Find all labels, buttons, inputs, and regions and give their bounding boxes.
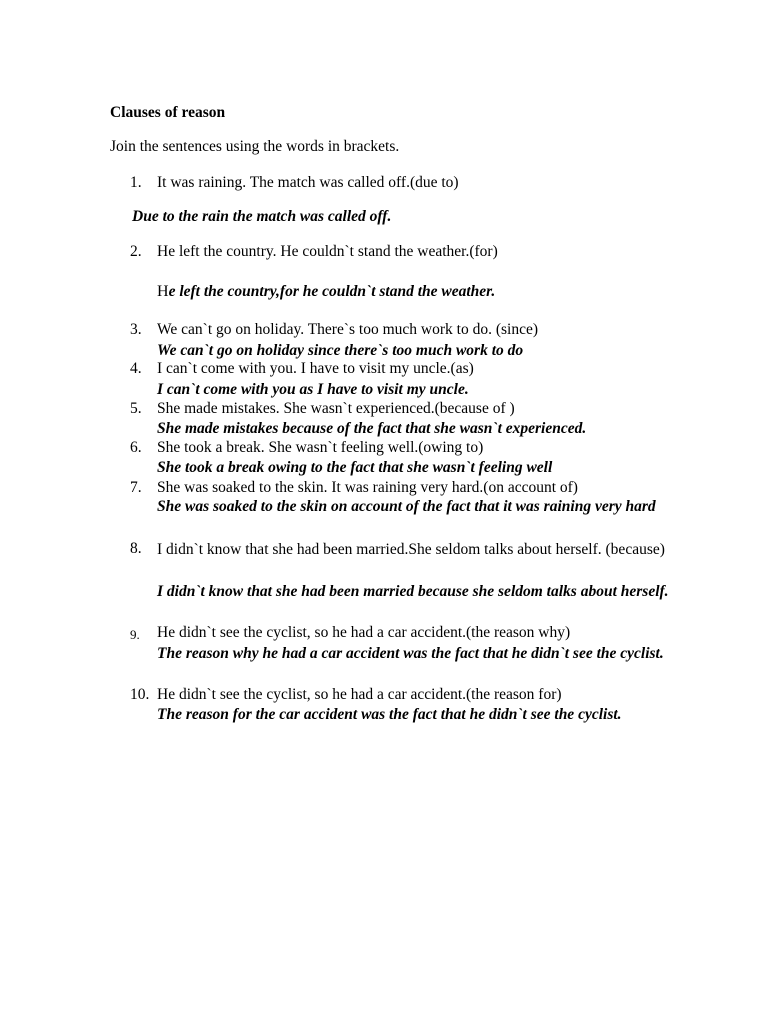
answer-text: The reason why he had a car accident was the fact that he didn`t see the cyclist. — [157, 645, 664, 662]
answer-text: She took a break owing to the fact that she wasn`t feeling well — [157, 459, 553, 476]
question-text: She was soaked to the skin. It was raining very hard.(on account of) — [157, 479, 578, 496]
answer-text: He left the country,for he couldn`t stand the weather. — [157, 283, 496, 300]
instruction-text: Join the sentences using the words in brackets. — [110, 138, 400, 155]
item-number: 1. — [130, 174, 142, 191]
question-text: I can`t come with you. I have to visit my uncle.(as) — [157, 360, 474, 377]
question-text: He didn`t see the cyclist, so he had a car accident.(the reason why) — [157, 624, 571, 641]
question-text: I didn`t know that she had been married.She seldom talks about herself. (because) — [157, 541, 665, 558]
item-number: 8. — [130, 540, 142, 557]
document-title: Clauses of reason — [110, 104, 226, 121]
answer-text: The reason for the car accident was the fact that he didn`t see the cyclist. — [157, 706, 622, 723]
item-number: 5. — [130, 400, 142, 417]
question-text: It was raining. The match was called off.(due to) — [157, 174, 459, 191]
item-number: 2. — [130, 243, 142, 260]
answer-text: She made mistakes because of the fact that she wasn`t experienced. — [157, 420, 587, 437]
item-number: 3. — [130, 321, 142, 338]
answer-text: I can`t come with you as I have to visit my uncle. — [157, 381, 469, 398]
item-number: 9. — [130, 627, 140, 642]
question-text: She made mistakes. She wasn`t experienced.(because of ) — [157, 400, 515, 417]
item-number: 10. — [130, 686, 150, 703]
answer-text: I didn`t know that she had been married because she seldom talks about herself. — [157, 583, 669, 600]
answer-text: Due to the rain the match was called off. — [132, 208, 392, 225]
answer-text: We can`t go on holiday since there`s too much work to do — [157, 342, 524, 359]
question-text: He didn`t see the cyclist, so he had a car accident.(the reason for) — [157, 686, 562, 703]
question-text: We can`t go on holiday. There`s too much work to do. (since) — [157, 321, 538, 338]
question-text: She took a break. She wasn`t feeling well.(owing to) — [157, 439, 484, 456]
question-text: He left the country. He couldn`t stand the weather.(for) — [157, 243, 498, 260]
item-number: 7. — [130, 479, 142, 496]
answer-text: She was soaked to the skin on account of the fact that it was raining very hard — [157, 498, 656, 515]
item-number: 6. — [130, 439, 142, 456]
item-number: 4. — [130, 360, 142, 377]
